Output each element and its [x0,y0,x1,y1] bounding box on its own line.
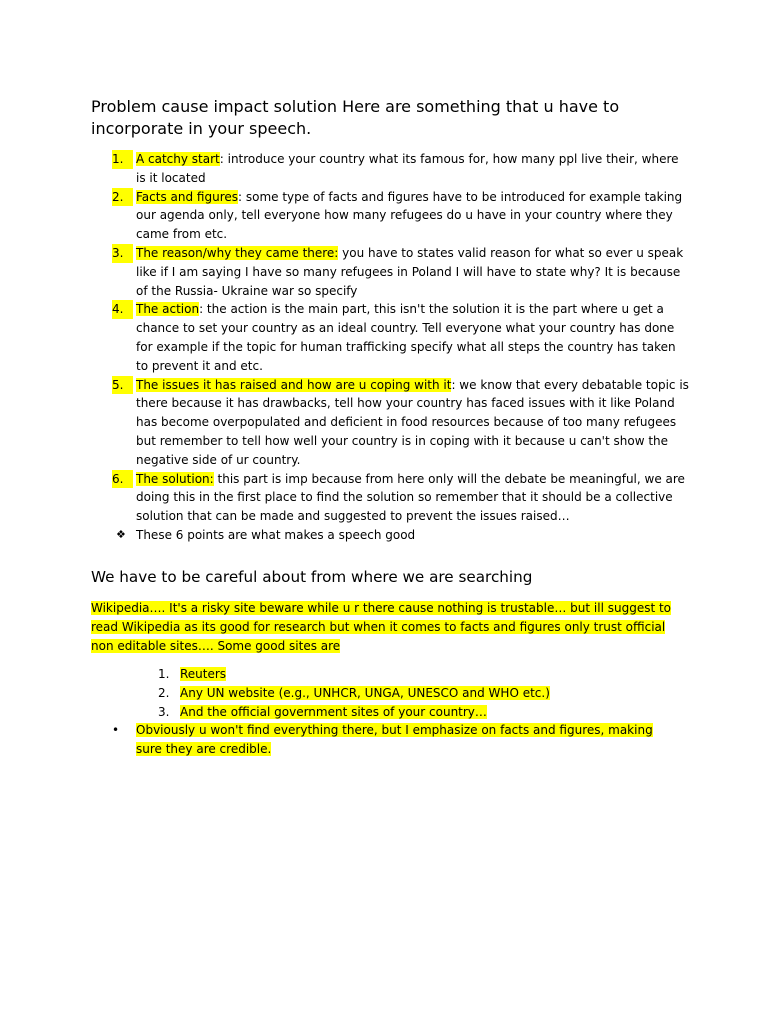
list-item-number: 1. [112,150,133,169]
list-item-number: 4. [112,300,133,319]
list-item [91,684,671,703]
diamond-bullet-icon: ❖ [116,527,126,541]
list-item-number: 2. [112,188,133,207]
speech-steps-list [90,150,690,545]
list-item-text: And the official government sites of your country… [180,704,487,719]
list-item-text: Obviously u won't find everything there, but I emphasize on facts and figures, making sure they are credible. [136,723,653,756]
list-item-text: you have to states valid reason for what so ever u speak like if I am saying I have so many refugees in Poland I will have to state why? It is because of the Russia- Ukraine war so specify [136,245,684,298]
credibility-bullet-list [91,721,671,759]
list-item-text: : some type of facts and figures have to be introduced for example taking our agenda only, tell everyone how many refugees do u have in your country where they came from etc. [136,189,683,242]
list-item-number: 1. [158,667,170,681]
page-heading: Problem cause impact solution Here are something that u have to incorporate in your speech. [91,97,620,138]
list-item-number: 3. [158,704,170,719]
section-heading: We have to be careful about from where we are searching [91,568,533,586]
list-item-text: : the action is the main part, this isn't the solution it is the part where u get a chance to set your country as an ideal country. Tell everyone what your country has done for example if the topic for human trafficking specify what all steps the country has taken to prevent it and etc. [136,302,676,373]
list-item [90,300,690,375]
list-item [91,665,671,684]
list-item-number: 6. [112,470,133,489]
list-item-number: 5. [112,376,133,395]
wikipedia-paragraph-text: Wikipedia…. It's a risky site beware while u r there cause nothing is trustable… but ill suggest to read Wikipedia as its good for research but when it comes to facts and figures only trust official non editable sites…. Some good sites are [91,601,672,653]
good-sites-list [91,665,671,721]
list-item [90,470,690,526]
list-item-text: Reuters [180,667,227,681]
list-item-label: The reason/why they came there: [136,245,339,260]
summary-note-text: These 6 points are what makes a speech good [136,527,416,542]
list-item-label: The issues it has raised and how are u coping with it [136,377,452,392]
list-item-text: : introduce your country what its famous for, how many ppl live their, where is it located [136,152,679,185]
list-item-label: Facts and figures [136,189,238,204]
wikipedia-paragraph [91,599,671,655]
bullet-dot-icon: • [112,723,120,737]
list-item [90,188,690,244]
list-item-text: : we know that every debatable topic is there because it has drawbacks, tell how your country has faced issues with it like Poland has become overpopulated and deficient in food resources because of too many refugees but remember to tell how well your country is in coping with it because u can't show the negative side of ur country. [136,377,689,467]
list-item-number: 3. [112,244,133,263]
list-item-label: The action [136,302,200,317]
list-item-label: The solution: [136,471,214,486]
list-item-text: Any UN website (e.g., UNHCR, UNGA, UNESCO and WHO etc.) [180,685,550,700]
list-item-text: this part is imp because from here only will the debate be meaningful, we are doing this in the first place to find the solution so remember that it should be a collective solution that can be made and suggested to prevent the issues raised… [136,471,685,524]
list-item-label: A catchy start [136,152,220,166]
list-item [91,703,671,722]
list-item [90,376,690,470]
list-item [90,244,690,300]
list-item [90,150,690,188]
list-item-number: 2. [158,685,170,700]
summary-note [90,526,690,545]
list-item [91,721,671,759]
